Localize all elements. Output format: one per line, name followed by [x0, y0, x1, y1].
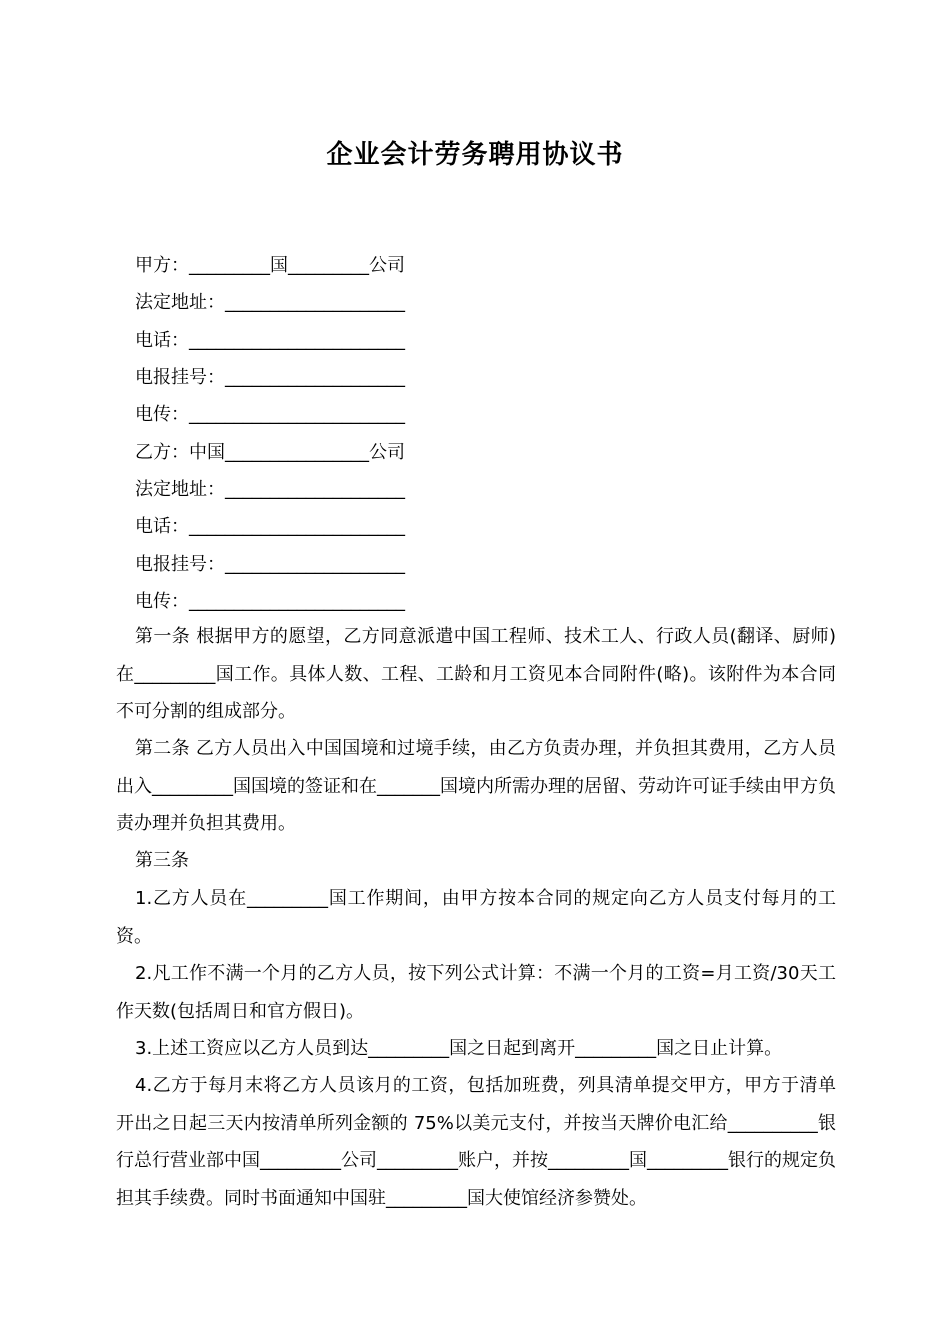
article-1: 第一条 根据甲方的愿望，乙方同意派遣中国工程师、技术工人、行政人员(翻译、厨师)在_________国工作。具体人数、工程、工龄和月工资见本合同附件(略)。该附件为本合同不可分割的组成部分。	[116, 626, 836, 722]
party-a-phone-line: 电话：________________________	[135, 330, 405, 351]
party-a-fax-line: 电传：________________________	[135, 404, 405, 425]
article-3-clause-1: 1.乙方人员在_________国工作期间，由甲方按本合同的规定向乙方人员支付每月的工资。	[116, 888, 836, 947]
article-3-clause-2: 2.凡工作不满一个月的乙方人员，按下列公式计算：不满一个月的工资=月工资/30天工作天数(包括周日和官方假日)。	[116, 963, 836, 1022]
article-3-clause-3: 3.上述工资应以乙方人员到达_________国之日起到离开_________国之日止计算。	[135, 1038, 783, 1059]
party-b-name-line: 乙方：中国________________公司	[135, 442, 405, 463]
party-a-name-line: 甲方：_________国_________公司	[135, 255, 405, 276]
document-title: 企业会计劳务聘用协议书	[326, 140, 624, 170]
party-b-address-line: 法定地址：____________________	[135, 479, 405, 500]
article-3-heading: 第三条	[135, 850, 189, 871]
article-2: 第二条 乙方人员出入中国国境和过境手续，由乙方负责办理，并负担其费用，乙方人员出入_________国国境的签证和在_______国境内所需办理的居留、劳动许可证手续由甲方负责办理并负担其费用。	[116, 738, 836, 834]
party-b-fax-line: 电传：________________________	[135, 591, 405, 612]
party-b-phone-line: 电话：________________________	[135, 516, 405, 537]
article-3-clause-4: 4.乙方于每月末将乙方人员该月的工资，包括加班费，列具清单提交甲方，甲方于清单开出之日起三天内按清单所列金额的 75%以美元支付，并按当天牌价电汇给__________银行总行营业部中国_________公司_________账户，并按_________国_________银行的规定负担其手续费。同时书面通知中国驻_________国大使馆经济参赞处。	[116, 1075, 836, 1209]
party-a-telegram-line: 电报挂号：____________________	[135, 367, 405, 388]
party-b-telegram-line: 电报挂号：____________________	[135, 554, 405, 575]
party-a-address-line: 法定地址：____________________	[135, 292, 405, 313]
